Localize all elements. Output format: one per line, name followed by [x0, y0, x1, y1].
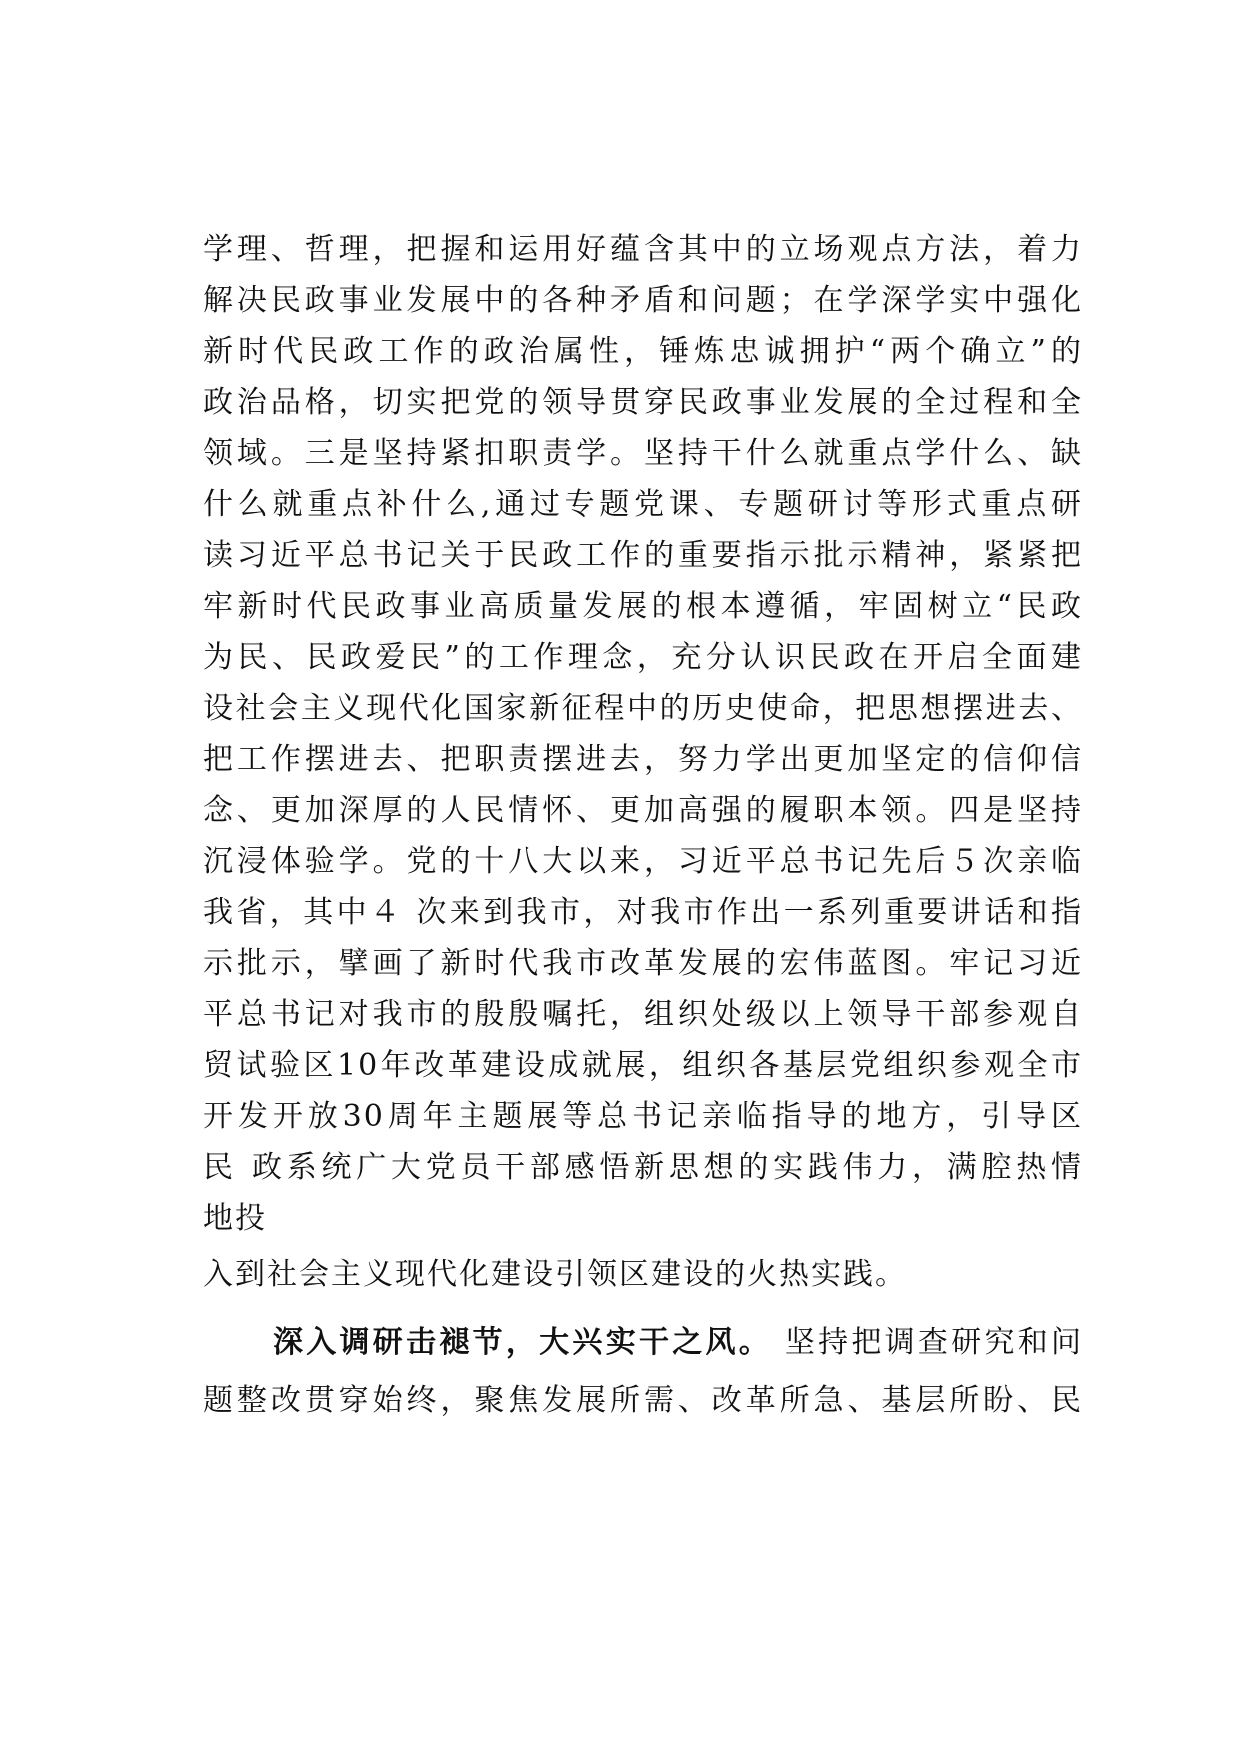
paragraph-2 [203, 1314, 1083, 1430]
text-line: 设社会主义现代化国家新征程中的历史使命，把思想摆进去、 [203, 691, 1083, 726]
text-line: 入到社会主义现代化建设引领区建设的火热实践。 [203, 1257, 907, 1292]
text-line: 我省，其中４ 次来到我市，对我市作出一系列重要讲话和指 [203, 895, 1083, 930]
text-line: 示批示，擘画了新时代我市改革发展的宏伟蓝图。牢记习近 [203, 946, 1083, 981]
text-line: 领域。三是坚持紧扣职责学。坚持干什么就重点学什么、缺 [203, 436, 1083, 471]
text-line: 为民、民政爱民”的工作理念，充分认识民政在开启全面建 [203, 640, 1083, 675]
text-line: 把工作摆进去、把职责摆进去，努力学出更加坚定的信仰信 [203, 742, 1083, 777]
text-line: 地投 [203, 1201, 267, 1236]
text-line: 新时代民政工作的政治属性，锤炼忠诚拥护“两个确立”的 [203, 334, 1083, 369]
paragraph-heading: 深入调研击褪节，大兴实干之风。 [273, 1325, 773, 1360]
body-text [203, 224, 1083, 1430]
text-line: 牢新时代民政事业高质量发展的根本遵循，牢固树立“民政 [203, 589, 1083, 624]
text-line: 政治品格，切实把党的领导贯穿民政事业发展的全过程和全 [203, 385, 1083, 420]
paragraph-text: 坚持把调查研究和问 [772, 1325, 1084, 1360]
text-line: 念、更加深厚的人民情怀、更加高强的履职本领。四是坚持 [203, 793, 1083, 828]
text-line: 读习近平总书记关于民政工作的重要指示批示精神，紧紧把 [203, 538, 1083, 573]
text-line: 题整改贯穿始终，聚焦发展所需、改革所急、基层所盼、民 [203, 1383, 1083, 1418]
text-line: 学理、哲理，把握和运用好蕴含其中的立场观点方法，着力 [203, 232, 1083, 267]
text-line: 沉浸体验学。党的十八大以来，习近平总书记先后５次亲临 [203, 844, 1083, 879]
text-line [203, 1314, 1083, 1372]
text-line: 解决民政事业发展中的各种矛盾和问题；在学深学实中强化 [203, 283, 1083, 318]
paragraph-1 [203, 224, 1083, 1300]
text-line: 平总书记对我市的殷殷嘱托，组织处级以上领导干部参观自 [203, 997, 1083, 1032]
text-line: 开发开放30周年主题展等总书记亲临指导的地方，引导区 [203, 1099, 1083, 1134]
text-line: 民 政系统广大党员干部感悟新思想的实践伟力，满腔热情 [203, 1150, 1083, 1185]
text-line: 什么就重点补什么,通过专题党课、专题研讨等形式重点研 [203, 487, 1083, 522]
text-line: 贸试验区10年改革建设成就展，组织各基层党组织参观全市 [203, 1048, 1083, 1083]
